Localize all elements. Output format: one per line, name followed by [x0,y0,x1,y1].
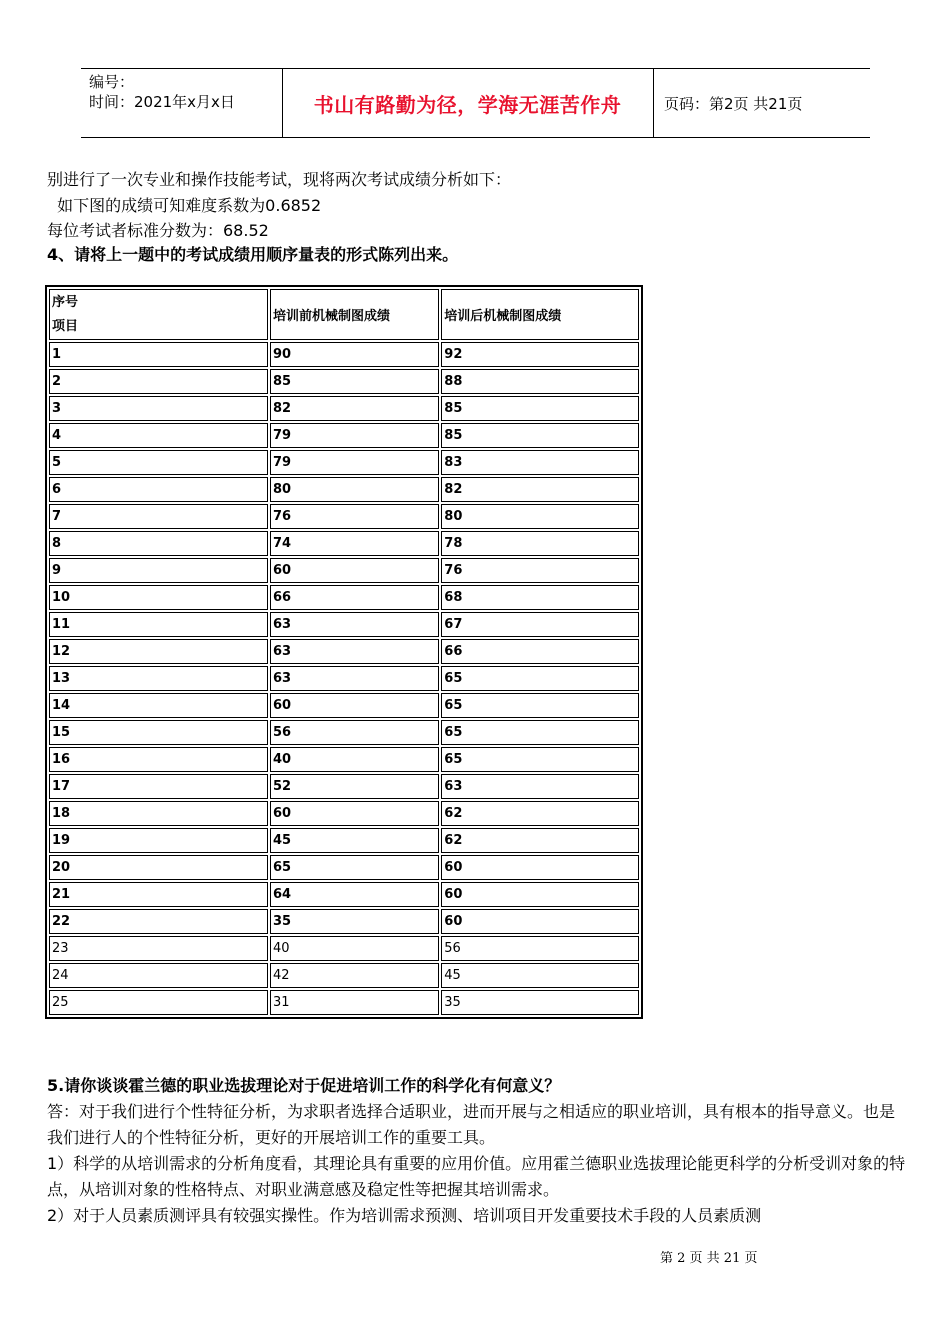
cell-before-score: 63 [270,666,439,691]
cell-after-score: 76 [441,558,639,583]
cell-after-score: 60 [441,882,639,907]
cell-before-score: 85 [270,369,439,394]
cell-index: 7 [49,504,268,529]
cell-after-score: 65 [441,666,639,691]
cell-after-score: 62 [441,828,639,853]
cell-index: 19 [49,828,268,853]
cell-before-score: 60 [270,693,439,718]
cell-before-score: 63 [270,639,439,664]
cell-index: 21 [49,882,268,907]
cell-index: 4 [49,423,268,448]
date-label: 时间：2021年x月x日 [89,93,235,111]
cell-index: 14 [49,693,268,718]
cell-index: 11 [49,612,268,637]
header-cell-after: 培训后机械制图成绩 [441,289,639,340]
header-item-label: 项目 [52,318,79,334]
table-row [49,747,639,772]
header-index-label: 序号 [52,294,79,310]
header-divider [653,69,654,137]
cell-before-score: 45 [270,828,439,853]
cell-before-score: 82 [270,396,439,421]
cell-after-score: 85 [441,423,639,448]
cell-before-score: 90 [270,342,439,367]
table-row [49,558,639,583]
table-row [49,396,639,421]
cell-before-score: 76 [270,504,439,529]
cell-index: 6 [49,477,268,502]
cell-index: 20 [49,855,268,880]
score-table [45,285,643,1019]
table-row [49,855,639,880]
cell-after-score: 45 [441,963,639,988]
cell-after-score: 60 [441,855,639,880]
cell-before-score: 66 [270,585,439,610]
cell-index: 18 [49,801,268,826]
cell-index: 23 [49,936,268,961]
cell-before-score: 60 [270,801,439,826]
table-row [49,720,639,745]
cell-after-score: 35 [441,990,639,1015]
cell-before-score: 56 [270,720,439,745]
cell-index: 2 [49,369,268,394]
table-row [49,774,639,799]
table-row [49,612,639,637]
cell-after-score: 66 [441,639,639,664]
intro-line-1: 别进行了一次专业和操作技能考试，现将两次考试成绩分析如下： [47,170,512,189]
header-cell-before: 培训前机械制图成绩 [270,289,439,340]
cell-after-score: 83 [441,450,639,475]
table-row [49,882,639,907]
table-row [49,369,639,394]
table-row [49,990,639,1015]
cell-after-score: 63 [441,774,639,799]
table-row [49,639,639,664]
cell-before-score: 79 [270,423,439,448]
cell-after-score: 80 [441,504,639,529]
question-4-title: 4、请将上一题中的考试成绩用顺序量表的形式陈列出来。 [47,245,459,264]
cell-after-score: 65 [441,747,639,772]
table-row [49,909,639,934]
answer-paragraph-3: 2）对于人员素质测评具有较强实操性。作为培训需求预测、培训项目开发重要技术手段的人员素质测 [47,1206,762,1225]
intro-line-3: 每位考试者标准分数为：68.52 [47,221,269,240]
cell-before-score: 65 [270,855,439,880]
table-row [49,531,639,556]
header-page-label: 页码：第2页 共21页 [664,94,803,113]
cell-after-score: 65 [441,720,639,745]
cell-after-score: 82 [441,477,639,502]
cell-before-score: 40 [270,747,439,772]
cell-index: 15 [49,720,268,745]
cell-after-score: 78 [441,531,639,556]
table-row [49,342,639,367]
cell-index: 8 [49,531,268,556]
page-footer: 第 2 页 共 21 页 [660,1251,758,1266]
cell-index: 5 [49,450,268,475]
cell-before-score: 35 [270,909,439,934]
cell-after-score: 65 [441,693,639,718]
cell-before-score: 60 [270,558,439,583]
cell-before-score: 42 [270,963,439,988]
cell-after-score: 56 [441,936,639,961]
cell-before-score: 64 [270,882,439,907]
cell-index: 3 [49,396,268,421]
cell-index: 16 [49,747,268,772]
cell-index: 22 [49,909,268,934]
cell-index: 24 [49,963,268,988]
table-row [49,963,639,988]
cell-index: 17 [49,774,268,799]
table-row [49,828,639,853]
table-row [49,801,639,826]
cell-index: 13 [49,666,268,691]
table-row [49,666,639,691]
cell-before-score: 31 [270,990,439,1015]
cell-index: 12 [49,639,268,664]
number-label: 编号： [89,73,135,91]
intro-line-2: 如下图的成绩可知难度系数为0.6852 [47,196,322,215]
answer-paragraph-2: 1）科学的从培训需求的分析角度看，其理论具有重要的应用价值。应用霍兰德职业选拔理论能更科学的分析受训对象的特点，从培训对象的性格特点、对职业满意感及稳定性等把握其培训需求。 [47,1154,906,1199]
cell-after-score: 85 [441,396,639,421]
cell-before-score: 52 [270,774,439,799]
header-meta [89,72,235,112]
cell-after-score: 92 [441,342,639,367]
table-row [49,504,639,529]
header-cell-index [49,289,268,340]
cell-after-score: 62 [441,801,639,826]
answer-paragraph-1: 答：对于我们进行个性特征分析，为求职者选择合适职业，进而开展与之相适应的职业培训，具有根本的指导意义。也是我们进行人的个性特征分析，更好的开展培训工作的重要工具。 [47,1102,896,1147]
table-row [49,693,639,718]
cell-after-score: 68 [441,585,639,610]
question-5-title: 5.请你谈谈霍兰德的职业选拔理论对于促进培训工作的科学化有何意义？ [47,1076,561,1095]
cell-before-score: 80 [270,477,439,502]
cell-index: 10 [49,585,268,610]
table-header-row [49,289,639,340]
table-row [49,450,639,475]
header-motto: 书山有路勤为径，学海无涯苦作舟 [313,92,622,117]
cell-after-score: 88 [441,369,639,394]
cell-before-score: 79 [270,450,439,475]
cell-before-score: 63 [270,612,439,637]
table-row [49,423,639,448]
cell-before-score: 40 [270,936,439,961]
cell-index: 25 [49,990,268,1015]
table-row [49,477,639,502]
page-header [81,68,870,138]
cell-index: 9 [49,558,268,583]
cell-after-score: 60 [441,909,639,934]
table-row [49,585,639,610]
cell-before-score: 74 [270,531,439,556]
cell-after-score: 67 [441,612,639,637]
cell-index: 1 [49,342,268,367]
table-row [49,936,639,961]
